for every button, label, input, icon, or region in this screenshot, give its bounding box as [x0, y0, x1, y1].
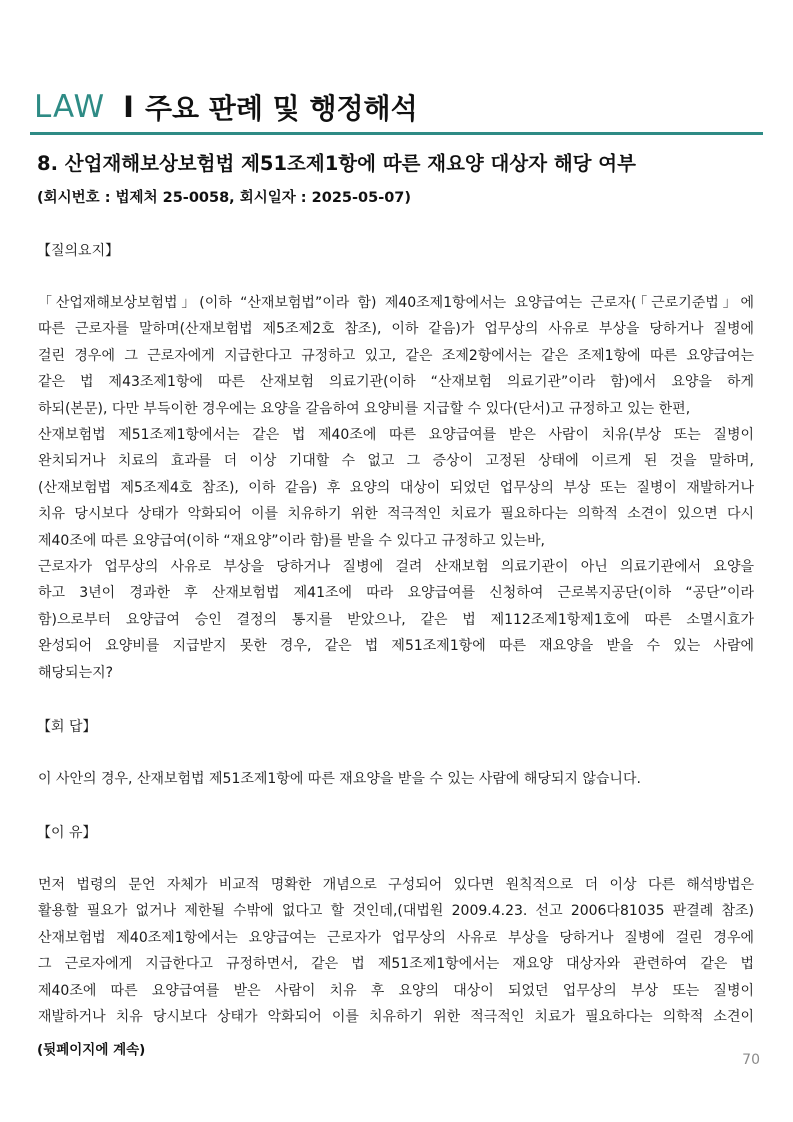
text-line: 활용할 필요가 없거나 제한될 수밖에 없다고 할 것인데,(대법원 2009.4.23. 선고 2006다81035 판결례 참조)	[38, 903, 754, 920]
reason-label: 【이 유】	[37, 825, 97, 841]
answer-label: 【회 답】	[37, 719, 97, 735]
text-line: 제40조에 따른 요양급여를 받은 사람이 치유 후 요양의 대상이 되었던 업무상의 부상 또는 질병이	[38, 982, 754, 999]
text-line: 해당되는지?	[38, 664, 114, 681]
header-title: 주요 판례 및 행정해석	[144, 92, 418, 125]
header-rule	[30, 132, 763, 135]
text-line: 「산업재해보상보험법」(이하 “산재보험법”이라 함) 제40조제1항에서는 요양급여는 근로자(「근로기준법」에	[38, 295, 754, 311]
text-line: 제40조에 따른 요양급여(이하 “재요양”이라 함)를 받을 수 있다고 규정하고 있는바,	[38, 532, 545, 549]
continued-note: (뒷페이지에 계속)	[37, 1042, 146, 1058]
text-line: 그 근로자에게 지급한다고 규정하면서, 같은 법 제51조제1항에서는 재요양 대상자와 관련하여 같은 법	[38, 956, 754, 973]
answer-text: 이 사안의 경우, 산재보험법 제51조제1항에 따른 재요양을 받을 수 있는 사람에 해당되지 않습니다.	[38, 771, 641, 787]
text-line: 산재보험법 제51조제1항에서는 같은 법 제40조에 따른 요양급여를 받은 사람이 치유(부상 또는 질병이	[38, 427, 754, 444]
text-line: 완치되거나 치료의 효과를 더 이상 기대할 수 없고 그 증상이 고정된 상태에 이르게 된 것을 말하며,	[38, 453, 754, 470]
text-line: (산재보험법 제5조제4호 참조), 이하 같음) 후 요양의 대상이 되었던 업무상의 부상 또는 질병이 재발하거나	[38, 479, 754, 496]
text-line: 함)으로부터 요양급여 승인 결정의 통지를 받았으나, 같은 법 제112조제1항제1호에 따른 소멸시효가	[38, 611, 754, 628]
text-line: 하되(본문), 다만 부득이한 경우에는 요양을 갈음하여 요양비를 지급할 수 있다(단서)고 규정하고 있는 한편,	[38, 400, 691, 417]
text-line: 재발하거나 치유 당시보다 상태가 악화되어 이를 치유하기 위한 적극적인 치료가 필요하다는 의학적 소견이	[38, 1009, 754, 1026]
header-law-label: LAW	[34, 89, 106, 125]
page-number: 70	[742, 1052, 760, 1068]
question-label: 【질의요지】	[37, 243, 120, 259]
text-line: 걸린 경우에 그 근로자에게 지급한다고 규정하고 있고, 같은 조제2항에서는 같은 조제1항에 따른 요양급여는	[38, 347, 754, 364]
text-line: 같은 법 제43조제1항에 따른 산재보험 의료기관(이하 “산재보험 의료기관”이라 함)에서 요양을 하게	[38, 374, 754, 391]
answer-body	[38, 766, 754, 792]
text-line: 먼저 법령의 문언 자체가 비교적 명확한 개념으로 구성되어 있다면 원칙적으로 더 이상 다른 해석방법은	[38, 877, 754, 893]
text-line: 완성되어 요양비를 지급받지 못한 경우, 같은 법 제51조제1항에 따른 재요양을 받을 수 있는 사람에	[38, 638, 754, 655]
text-line: 산재보험법 제40조제1항에서는 요양급여는 근로자가 업무상의 사유로 부상을 당하거나 질병에 걸린 경우에	[38, 929, 754, 946]
text-line: 근로자가 업무상의 사유로 부상을 당하거나 질병에 걸려 산재보험 의료기관이 아닌 의료기관에서 요양을	[38, 559, 754, 576]
text-line: 치유 당시보다 상태가 악화되어 이를 치유하기 위한 적극적인 치료가 필요하다는 의학적 소견이 있으면 다시	[38, 506, 754, 523]
section-header	[34, 86, 418, 128]
text-line: 하고 3년이 경과한 후 산재보험법 제41조에 따라 요양급여를 신청하여 근로복지공단(이하 “공단”이라	[38, 585, 755, 602]
question-body	[38, 290, 754, 686]
header-separator: I	[123, 90, 134, 124]
item-heading: 8. 산업재해보상보험법 제51조제1항에 따른 재요양 대상자 해당 여부	[37, 152, 636, 175]
reason-body	[38, 872, 754, 1030]
text-line: 따른 근로자를 말하며(산재보험법 제5조제2호 참조), 이하 같음)가 업무상의 사유로 부상을 당하거나 질병에	[38, 321, 754, 338]
reply-meta: (회시번호 : 법제처 25-0058, 회시일자 : 2025-05-07)	[37, 190, 412, 206]
